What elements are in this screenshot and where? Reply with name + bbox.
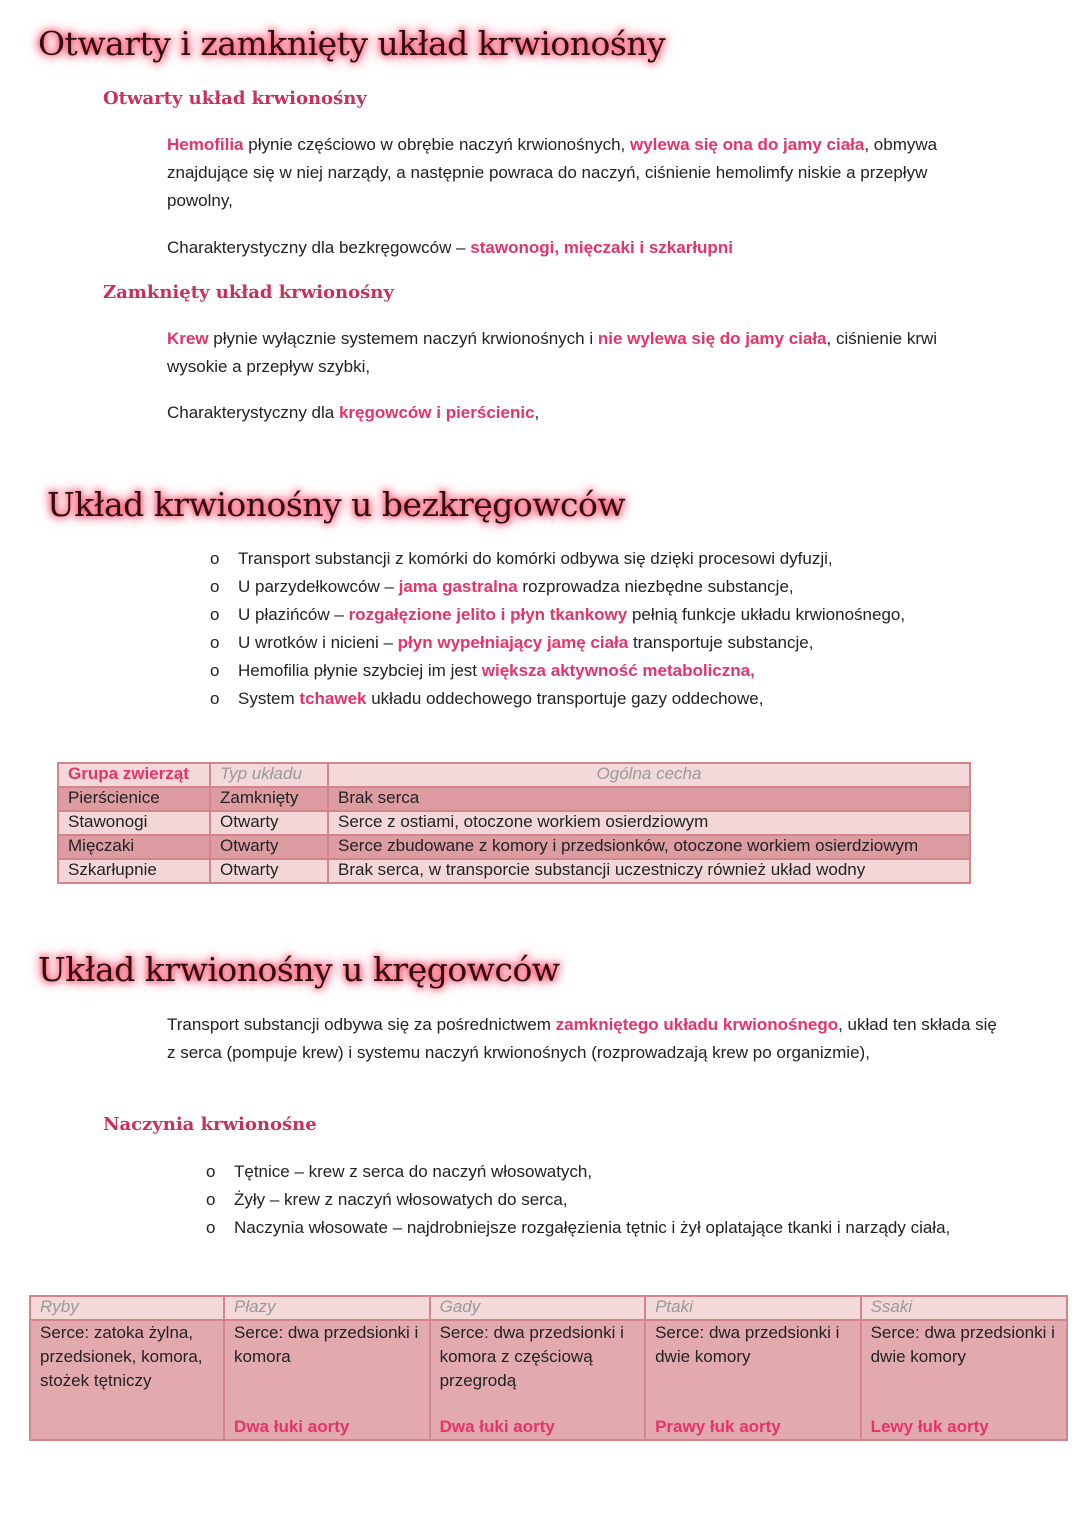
vertebrate-paragraph	[167, 1011, 997, 1067]
table-cell: Otwarty	[210, 859, 328, 883]
table-cell: Brak serca, w transporcie substancji uczestniczy również układ wodny	[328, 859, 970, 883]
text-segment: Naczynia włosowate – najdrobniejsze rozgałęzienia tętnic i żył oplatające tkanki i narządy ciała,	[234, 1218, 951, 1237]
table-cell: Otwarty	[210, 811, 328, 835]
table-cell: Szkarłupnie	[58, 859, 210, 883]
bullet-item	[210, 629, 1010, 657]
table-cell: Zamknięty	[210, 787, 328, 811]
vessel-bullets	[206, 1158, 966, 1242]
aortic-arch: Dwa łuki aorty	[234, 1417, 350, 1436]
highlighted-text: kręgowców i pierścienic	[338, 403, 535, 422]
closed-system-paragraph	[167, 325, 997, 381]
text-segment: płynie częściowo w obrębie naczyń krwionośnych,	[243, 135, 630, 154]
table-row	[58, 859, 970, 883]
text-segment: U płazińców –	[238, 605, 349, 624]
text-segment: Transport substancji odbywa się za pośrednictwem	[167, 1015, 556, 1034]
text-segment: , obmywa znajdujące się w niej narządy, a następnie powraca do naczyń, ciśnienie hemolimfy niskie a przepływ powolny,	[167, 135, 938, 210]
table-cell: Stawonogi	[58, 811, 210, 835]
text-segment: ,	[534, 403, 540, 422]
text-segment: rozprowadza niezbędne substancje,	[517, 577, 794, 596]
bullet-item	[210, 545, 1010, 573]
header-class: Ptaki	[645, 1296, 861, 1320]
bullet-item	[206, 1186, 966, 1214]
aortic-arch: Prawy łuk aorty	[655, 1417, 781, 1436]
table-row	[58, 787, 970, 811]
table-cell: Pierścienice	[58, 787, 210, 811]
highlighted-text: wylewa się ona do jamy ciała	[630, 135, 865, 154]
text-segment: Charakterystyczny dla bezkręgowców –	[167, 238, 471, 257]
heading-invertebrates: Układ krwionośny u bezkręgowców	[47, 485, 626, 524]
highlighted-text: tchawek	[299, 689, 367, 708]
highlighted-text: rozgałęzione jelito i płyn tkankowy	[348, 605, 628, 624]
header-type: Typ układu	[210, 763, 328, 787]
text-segment: płynie wyłącznie systemem naczyń krwionośnych i	[208, 329, 598, 348]
header-feature: Ogólna cecha	[328, 763, 970, 787]
highlighted-text: jama gastralna	[398, 577, 518, 596]
text-segment: System	[238, 689, 300, 708]
table-cell: Brak serca	[328, 787, 970, 811]
text-segment: transportuje substancje,	[628, 633, 814, 652]
vertebrate-table	[29, 1295, 1068, 1441]
heart-description: Serce: dwa przedsionki i komora	[234, 1323, 419, 1366]
heading-open-closed-system: Otwarty i zamknięty układ krwionośny	[38, 24, 666, 63]
subheading-closed-system: Zamknięty układ krwionośny	[103, 282, 394, 303]
heart-cell	[645, 1320, 861, 1440]
header-class: Ssaki	[861, 1296, 1067, 1320]
heart-description: Serce: dwa przedsionki i dwie komory	[870, 1323, 1055, 1366]
heart-cell	[224, 1320, 430, 1440]
highlighted-text: Hemofilia	[167, 135, 244, 154]
heart-description: Serce: dwa przedsionki i komora z częściową przegrodą	[439, 1323, 624, 1390]
bullet-item	[210, 573, 1010, 601]
text-segment: Transport substancji z komórki do komórki odbywa się dzięki procesowi dyfuzji,	[238, 549, 833, 568]
table-cell: Mięczaki	[58, 835, 210, 859]
open-system-characteristic	[167, 234, 997, 262]
header-class: Ryby	[30, 1296, 224, 1320]
highlighted-text: nie wylewa się do jamy ciała	[597, 329, 827, 348]
text-segment: Żyły – krew z naczyń włosowatych do serca,	[234, 1190, 568, 1209]
highlighted-text: stawonogi, mięczaki i szkarłupni	[470, 238, 733, 257]
open-system-paragraph	[167, 131, 997, 215]
bullet-item	[206, 1214, 966, 1242]
text-segment: , układ ten składa się z serca (pompuje krew) i systemu naczyń krwionośnych (rozprowadzają krew po organizmie),	[167, 1015, 997, 1062]
bullet-item	[210, 657, 1010, 685]
subheading-open-system: Otwarty układ krwionośny	[103, 88, 367, 109]
highlighted-text: płyn wypełniający jamę ciała	[397, 633, 629, 652]
heart-cell	[30, 1320, 224, 1440]
table-cell: Serce z ostiami, otoczone workiem osierdziowym	[328, 811, 970, 835]
table-row	[58, 835, 970, 859]
text-segment: Tętnice – krew z serca do naczyń włosowatych,	[234, 1162, 593, 1181]
bullet-item	[210, 601, 1010, 629]
text-segment: Charakterystyczny dla	[167, 403, 339, 422]
heart-cell	[861, 1320, 1067, 1440]
header-group: Grupa zwierząt	[58, 763, 210, 787]
text-segment: U parzydełkowców –	[238, 577, 399, 596]
text-segment: pełnią funkcje układu krwionośnego,	[627, 605, 906, 624]
text-segment: układu oddechowego transportuje gazy oddechowe,	[366, 689, 764, 708]
closed-system-characteristic	[167, 399, 997, 427]
table-row	[58, 811, 970, 835]
heart-description: Serce: zatoka żylna, przedsionek, komora, stożek tętniczy	[40, 1323, 203, 1390]
highlighted-text: większa aktywność metaboliczna,	[481, 661, 755, 680]
highlighted-text: zamkniętego układu krwionośnego	[555, 1015, 839, 1034]
bullet-item	[206, 1158, 966, 1186]
text-segment: , ciśnienie krwi wysokie a przepływ szybki,	[167, 329, 938, 376]
subheading-vessels: Naczynia krwionośne	[103, 1114, 317, 1135]
heart-description: Serce: dwa przedsionki i dwie komory	[655, 1323, 840, 1366]
header-class: Płazy	[224, 1296, 430, 1320]
bullet-item	[210, 685, 1010, 713]
text-segment: Hemofilia płynie szybciej im jest	[238, 661, 482, 680]
highlighted-text: Krew	[167, 329, 209, 348]
table-cell: Otwarty	[210, 835, 328, 859]
aortic-arch: Lewy łuk aorty	[870, 1417, 989, 1436]
heart-cell	[430, 1320, 646, 1440]
header-class: Gady	[430, 1296, 646, 1320]
table-cell: Serce zbudowane z komory i przedsionków, otoczone workiem osierdziowym	[328, 835, 970, 859]
invertebrate-bullets	[210, 545, 1010, 713]
aortic-arch: Dwa łuki aorty	[439, 1417, 555, 1436]
heading-vertebrates: Układ krwionośny u kręgowców	[38, 950, 560, 989]
invertebrate-table	[57, 762, 971, 884]
text-segment: U wrotków i nicieni –	[238, 633, 398, 652]
